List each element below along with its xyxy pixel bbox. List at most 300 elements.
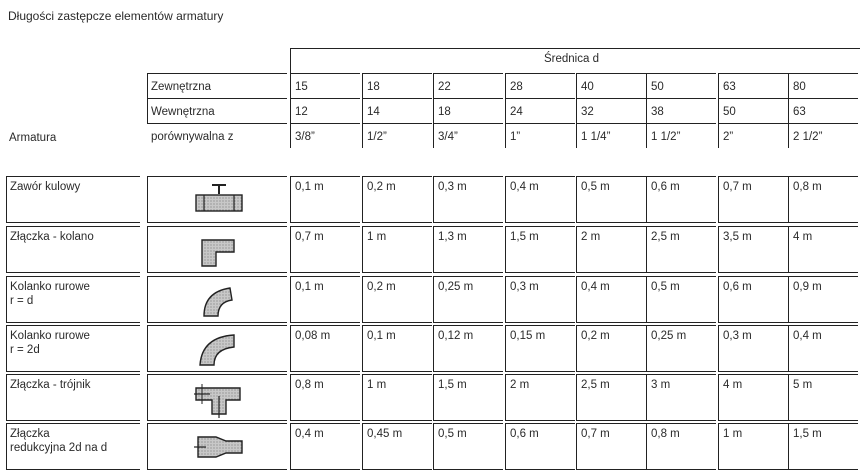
- table-rule: [433, 423, 434, 469]
- table-rule: [576, 374, 646, 375]
- table-cell: 1,5 m: [438, 379, 467, 391]
- table-cell: 0,7 m: [581, 428, 610, 440]
- table-rule: [718, 73, 788, 74]
- reducer-fitting-icon: [192, 429, 246, 465]
- table-rule: [788, 222, 858, 223]
- table-cell: 1,5 m: [510, 231, 539, 243]
- table-rule: [433, 469, 503, 470]
- table-rule: [646, 371, 716, 372]
- table-rule: [788, 176, 858, 177]
- table-rule: [433, 276, 434, 322]
- table-rule: [505, 176, 506, 222]
- table-rule: [433, 98, 434, 123]
- outer-diameter-label: Zewnętrzna: [151, 81, 212, 93]
- table-rule: [362, 374, 432, 375]
- table-cell: 0,9 m: [793, 281, 822, 293]
- table-rule: [290, 176, 360, 177]
- table-rule: [6, 423, 7, 469]
- table-cell: 0,8 m: [651, 428, 680, 440]
- table-cell: 0,8 m: [295, 379, 324, 391]
- header-cell: 14: [367, 106, 380, 118]
- table-rule: [646, 123, 647, 148]
- table-rule: [362, 420, 432, 421]
- fitting-name: Kolanko rurowe: [10, 330, 90, 342]
- table-rule: [290, 276, 360, 277]
- table-rule: [788, 374, 858, 375]
- header-cell: 50: [651, 81, 664, 93]
- table-rule: [147, 374, 287, 375]
- table-rule: [6, 423, 140, 424]
- table-rule: [788, 73, 789, 98]
- table-rule: [505, 371, 575, 372]
- table-rule: [362, 226, 363, 272]
- table-cell: 3,5 m: [723, 231, 752, 243]
- ball-valve-icon: [192, 182, 246, 218]
- table-rule: [718, 322, 788, 323]
- table-rule: [718, 123, 719, 148]
- table-rule: [147, 226, 148, 272]
- table-rule: [505, 98, 506, 123]
- table-rule: [718, 98, 719, 123]
- table-rule: [362, 272, 432, 273]
- table-cell: 0,3 m: [723, 330, 752, 342]
- table-rule: [290, 276, 291, 322]
- table-rule: [718, 226, 719, 272]
- table-rule: [290, 371, 360, 372]
- table-rule: [576, 123, 577, 148]
- table-rule: [147, 423, 148, 469]
- table-rule: [6, 325, 140, 326]
- header-cell: 80: [793, 81, 806, 93]
- table-cell: 0,25 m: [438, 281, 474, 293]
- table-rule: [362, 423, 432, 424]
- table-cell: 1 m: [367, 379, 387, 391]
- tee-fitting-icon: [192, 380, 246, 420]
- table-rule: [6, 226, 7, 272]
- table-rule: [576, 176, 646, 177]
- table-rule: [147, 226, 287, 227]
- table-rule: [147, 423, 287, 424]
- table-rule: [788, 420, 858, 421]
- table-rule: [147, 176, 148, 222]
- table-rule: [788, 469, 858, 470]
- table-rule: [505, 423, 575, 424]
- table-rule: [290, 226, 291, 272]
- table-rule: [6, 222, 140, 223]
- table-cell: 0,1 m: [367, 330, 396, 342]
- header-cell: 28: [510, 81, 523, 93]
- table-rule: [576, 325, 646, 326]
- table-rule: [646, 469, 716, 470]
- header-cell: 40: [581, 81, 594, 93]
- table-rule: [290, 98, 360, 99]
- table-rule: [576, 423, 646, 424]
- table-rule: [290, 420, 360, 421]
- table-rule: [788, 98, 858, 99]
- table-cell: 4 m: [793, 231, 813, 243]
- table-rule: [147, 276, 148, 322]
- table-rule: [646, 276, 716, 277]
- table-rule: [788, 73, 858, 74]
- table-rule: [718, 423, 788, 424]
- table-rule: [788, 423, 858, 424]
- table-rule: [362, 123, 363, 148]
- table-rule: [646, 226, 647, 272]
- header-cell: 3/8”: [295, 131, 315, 143]
- table-cell: 0,15 m: [510, 330, 546, 342]
- table-cell: 0,6 m: [510, 428, 539, 440]
- table-rule: [718, 176, 788, 177]
- table-rule: [362, 222, 432, 223]
- table-rule: [433, 176, 434, 222]
- table-cell: 0,45 m: [367, 428, 403, 440]
- table-rule: [6, 469, 140, 470]
- table-rule: [788, 272, 858, 273]
- table-rule: [147, 325, 287, 326]
- table-rule: [718, 325, 719, 371]
- page-title: Długości zastępcze elementów armatury: [8, 9, 224, 23]
- table-rule: [505, 374, 506, 420]
- table-rule: [147, 272, 287, 273]
- table-rule: [788, 371, 858, 372]
- table-cell: 0,2 m: [581, 330, 610, 342]
- table-rule: [147, 469, 287, 470]
- table-cell: 1 m: [367, 231, 387, 243]
- table-rule: [290, 423, 291, 469]
- table-rule: [362, 176, 363, 222]
- table-rule: [362, 123, 432, 124]
- table-rule: [788, 423, 789, 469]
- header-cell: 18: [438, 106, 451, 118]
- table-rule: [788, 176, 789, 222]
- table-rule: [362, 423, 363, 469]
- table-rule: [290, 123, 291, 148]
- table-rule: [718, 98, 788, 99]
- table-rule: [646, 98, 716, 99]
- table-rule: [718, 123, 788, 124]
- table-rule: [505, 322, 575, 323]
- table-cell: 2,5 m: [581, 379, 610, 391]
- table-cell: 0,5 m: [651, 281, 680, 293]
- table-rule: [290, 222, 360, 223]
- table-cell: 0,4 m: [510, 181, 539, 193]
- table-rule: [433, 272, 503, 273]
- header-cell: 63: [723, 81, 736, 93]
- table-cell: 0,5 m: [438, 428, 467, 440]
- table-rule: [788, 123, 858, 124]
- table-rule: [576, 420, 646, 421]
- header-cell: 1/2”: [367, 131, 387, 143]
- fitting-name: Złączka - trójnik: [10, 379, 91, 391]
- table-rule: [147, 98, 287, 99]
- table-cell: 0,1 m: [295, 181, 324, 193]
- table-rule: [6, 176, 7, 222]
- fitting-name: Zawór kulowy: [10, 181, 81, 193]
- table-rule: [646, 98, 647, 123]
- pipe-bend-r-2d-icon: [192, 331, 246, 367]
- table-rule: [290, 73, 360, 74]
- table-rule: [433, 123, 434, 148]
- table-rule: [433, 98, 503, 99]
- table-rule: [6, 176, 140, 177]
- table-rule: [147, 374, 148, 420]
- elbow-fitting-icon: [192, 232, 246, 268]
- table-rule: [147, 371, 287, 372]
- table-rule: [290, 374, 291, 420]
- table-rule: [718, 272, 788, 273]
- table-cell: 0,7 m: [723, 181, 752, 193]
- table-rule: [505, 226, 575, 227]
- table-rule: [646, 420, 716, 421]
- table-rule: [290, 123, 360, 124]
- table-rule: [718, 423, 719, 469]
- table-rule: [788, 276, 789, 322]
- header-cell: 32: [581, 106, 594, 118]
- table-rule: [147, 73, 287, 74]
- diameter-group-header: Średnica d: [544, 53, 599, 65]
- header-cell: 1 1/2”: [651, 131, 681, 143]
- header-cell: 3/4”: [438, 131, 458, 143]
- table-rule: [290, 73, 291, 98]
- table-cell: 0,1 m: [295, 281, 324, 293]
- table-cell: 0,08 m: [295, 330, 331, 342]
- table-rule: [646, 423, 647, 469]
- table-rule: [576, 98, 646, 99]
- table-rule: [718, 226, 788, 227]
- table-rule: [6, 272, 140, 273]
- table-rule: [576, 222, 646, 223]
- table-rule: [718, 374, 719, 420]
- table-rule: [505, 276, 506, 322]
- table-rule: [788, 322, 858, 323]
- header-cell: 2”: [723, 131, 734, 143]
- table-rule: [6, 374, 140, 375]
- table-rule: [505, 123, 575, 124]
- table-rule: [505, 73, 506, 98]
- table-rule: [646, 226, 716, 227]
- table-rule: [147, 123, 287, 124]
- table-rule: [505, 176, 575, 177]
- table-cell: 1 m: [723, 428, 743, 440]
- table-rule: [147, 98, 148, 123]
- header-cell: 2 1/2”: [793, 131, 823, 143]
- table-rule: [646, 73, 716, 74]
- table-rule: [718, 276, 788, 277]
- table-rule: [433, 222, 503, 223]
- table-rule: [718, 222, 788, 223]
- table-rule: [290, 272, 360, 273]
- table-rule: [788, 325, 858, 326]
- table-rule: [718, 420, 788, 421]
- table-rule: [362, 374, 363, 420]
- table-rule: [6, 371, 140, 372]
- table-rule: [433, 420, 503, 421]
- table-cell: 0,3 m: [510, 281, 539, 293]
- table-rule: [362, 325, 432, 326]
- table-rule: [646, 325, 716, 326]
- header-cell: 18: [367, 81, 380, 93]
- table-rule: [576, 276, 646, 277]
- table-rule: [718, 371, 788, 372]
- table-rule: [362, 98, 432, 99]
- table-rule: [362, 371, 432, 372]
- header-cell: 1”: [510, 131, 521, 143]
- table-cell: 0,6 m: [651, 181, 680, 193]
- table-rule: [362, 73, 432, 74]
- table-rule: [788, 276, 858, 277]
- table-rule: [6, 322, 140, 323]
- table-rule: [505, 420, 575, 421]
- table-rule: [433, 176, 503, 177]
- table-rule: [576, 469, 646, 470]
- header-cell: 38: [651, 106, 664, 118]
- table-rule: [646, 73, 647, 98]
- table-rule: [433, 374, 503, 375]
- table-rule: [576, 73, 577, 98]
- table-rule: [788, 226, 789, 272]
- table-rule: [433, 423, 503, 424]
- table-rule: [505, 276, 575, 277]
- table-cell: 2 m: [581, 231, 601, 243]
- table-rule: [362, 322, 432, 323]
- table-rule: [290, 469, 360, 470]
- table-rule: [505, 73, 575, 74]
- table-rule: [433, 276, 503, 277]
- fitting-name: Złączka: [10, 428, 50, 440]
- table-rule: [718, 276, 719, 322]
- table-cell: 0,25 m: [651, 330, 687, 342]
- table-rule: [433, 226, 503, 227]
- table-rule: [505, 272, 575, 273]
- table-rule: [576, 371, 646, 372]
- table-rule: [576, 98, 577, 123]
- table-rule: [6, 226, 140, 227]
- table-rule: [362, 325, 363, 371]
- table-rule: [788, 98, 789, 123]
- table-rule: [646, 325, 647, 371]
- table-rule: [505, 226, 506, 272]
- table-rule: [433, 371, 503, 372]
- table-rule: [147, 276, 287, 277]
- pipe-bend-r-d-icon: [192, 282, 246, 318]
- table-rule: [362, 276, 363, 322]
- table-rule: [646, 276, 647, 322]
- table-rule: [718, 325, 788, 326]
- table-rule: [646, 374, 647, 420]
- table-rule: [576, 423, 577, 469]
- table-rule: [147, 322, 287, 323]
- table-cell: 0,12 m: [438, 330, 474, 342]
- table-rule: [147, 420, 287, 421]
- header-cell: 50: [723, 106, 736, 118]
- header-cell: 1 1/4”: [581, 131, 611, 143]
- table-rule: [6, 374, 7, 420]
- table-rule: [646, 272, 716, 273]
- table-cell: 0,4 m: [793, 330, 822, 342]
- table-rule: [290, 374, 360, 375]
- table-rule: [433, 73, 503, 74]
- table-rule: [6, 420, 140, 421]
- table-rule: [576, 226, 577, 272]
- fitting-name: Złączka - kolano: [10, 231, 94, 243]
- table-rule: [505, 469, 575, 470]
- table-cell: 0,4 m: [295, 428, 324, 440]
- table-rule: [362, 469, 432, 470]
- table-rule: [576, 123, 646, 124]
- table-rule: [576, 322, 646, 323]
- table-rule: [505, 374, 575, 375]
- table-cell: 0,4 m: [581, 281, 610, 293]
- armatura-header: Armatura: [9, 132, 57, 144]
- table-rule: [718, 73, 719, 98]
- table-cell: 1,5 m: [793, 428, 822, 440]
- table-rule: [646, 176, 716, 177]
- table-rule: [290, 325, 291, 371]
- table-rule: [433, 322, 503, 323]
- table-rule: [362, 276, 432, 277]
- table-rule: [646, 222, 716, 223]
- header-cell: 24: [510, 106, 523, 118]
- table-rule: [576, 272, 646, 273]
- table-rule: [646, 176, 647, 222]
- fitting-name: r = d: [10, 295, 34, 307]
- table-rule: [362, 73, 363, 98]
- table-rule: [505, 98, 575, 99]
- fitting-name: redukcyjna 2d na d: [10, 442, 108, 454]
- table-rule: [788, 374, 789, 420]
- table-rule: [788, 325, 789, 371]
- table-rule: [505, 325, 506, 371]
- table-rule: [433, 73, 434, 98]
- table-rule: [362, 98, 363, 123]
- table-rule: [505, 123, 506, 148]
- table-rule: [290, 48, 860, 49]
- table-rule: [290, 423, 360, 424]
- fitting-name: Kolanko rurowe: [10, 281, 90, 293]
- table-cell: 0,8 m: [793, 181, 822, 193]
- table-rule: [147, 222, 287, 223]
- header-cell: 22: [438, 81, 451, 93]
- table-cell: 5 m: [793, 379, 813, 391]
- table-rule: [718, 374, 788, 375]
- table-rule: [147, 325, 148, 371]
- table-rule: [290, 176, 291, 222]
- table-rule: [362, 176, 432, 177]
- table-rule: [576, 374, 577, 420]
- table-rule: [718, 469, 788, 470]
- table-cell: 0,5 m: [581, 181, 610, 193]
- table-cell: 0,3 m: [438, 181, 467, 193]
- header-cell: 12: [295, 106, 308, 118]
- table-cell: 0,2 m: [367, 181, 396, 193]
- table-rule: [576, 73, 646, 74]
- table-rule: [505, 325, 575, 326]
- fitting-name: r = 2d: [10, 344, 40, 356]
- table-rule: [718, 176, 719, 222]
- table-rule: [576, 176, 577, 222]
- table-rule: [646, 423, 716, 424]
- table-cell: 1,3 m: [438, 231, 467, 243]
- table-rule: [505, 423, 506, 469]
- table-rule: [290, 98, 291, 123]
- comparable-label: porównywalna z: [151, 131, 234, 143]
- table-rule: [433, 226, 434, 272]
- table-rule: [788, 123, 789, 148]
- table-rule: [6, 276, 140, 277]
- table-cell: 0,6 m: [723, 281, 752, 293]
- table-cell: 2,5 m: [651, 231, 680, 243]
- table-cell: 3 m: [651, 379, 671, 391]
